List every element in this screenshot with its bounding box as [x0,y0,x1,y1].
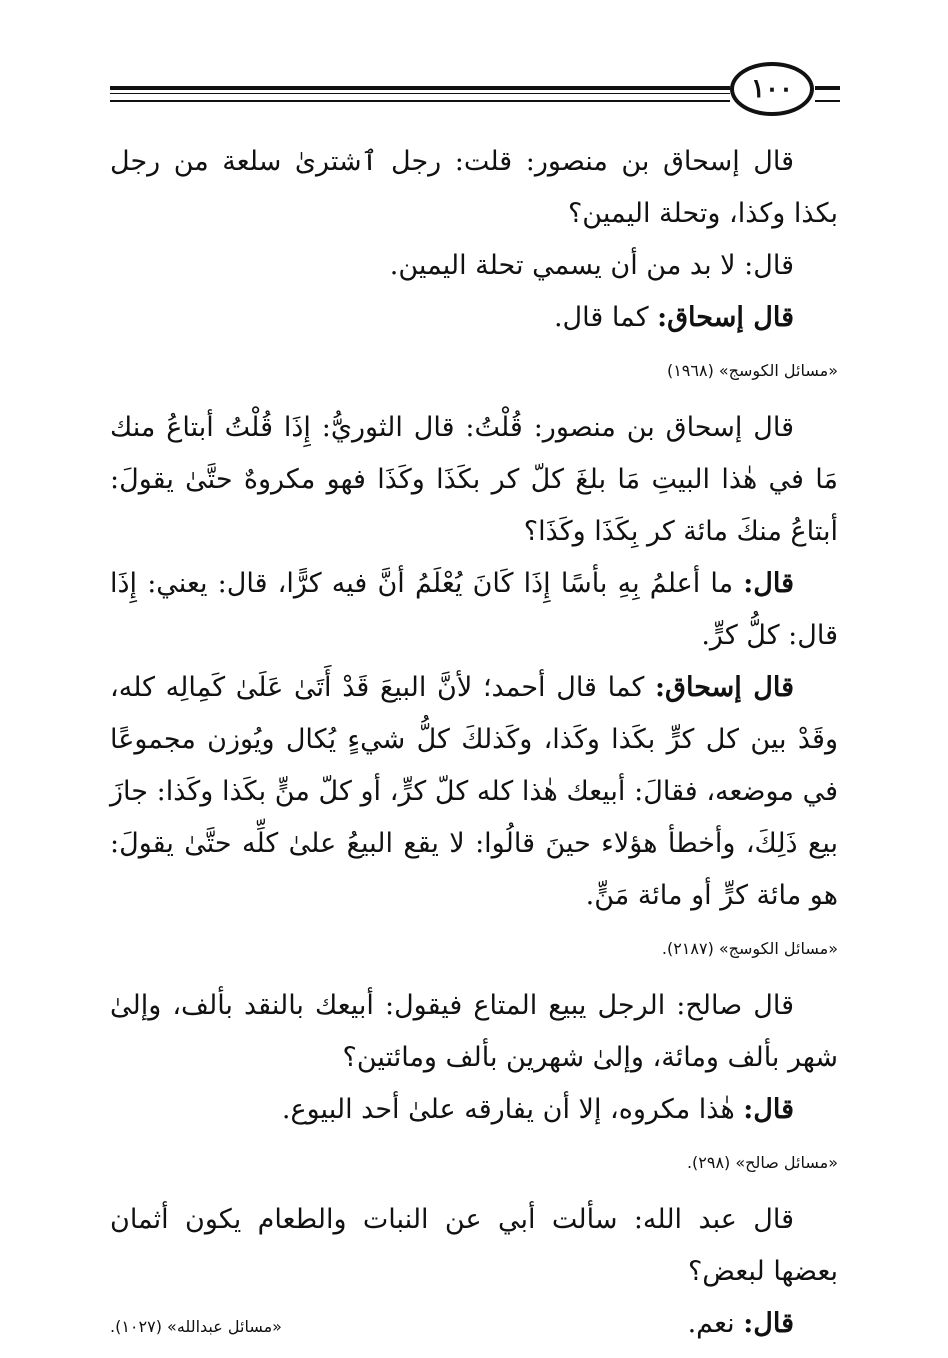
paragraph [110,662,838,922]
speaker-label: قال إسحاق: [657,302,794,333]
paragraph-text: قال: لا بد من أن يسمي تحلة اليمين. [389,250,794,281]
paragraph [110,1084,838,1136]
paragraph-text: كما قال. [553,302,658,333]
paragraph-text: قال عبد الله: سألت أبي عن النبات والطعام يكون أثمان بعضها لبعض؟ [110,1204,838,1287]
paragraph [110,292,838,344]
page-content [110,136,838,1350]
header-rule-inner [110,93,730,94]
speaker-label: قال: [743,1094,794,1125]
paragraph-text: قال إسحاق بن منصور: قُلْتُ: قال الثوريُّ: إِذَا قُلْتُ أبتاعُ منك مَا في هٰذا البيتِ مَا بلغَ كلّ كر بكَذَا وكَذَا فهو مكروهٌ حتَّىٰ يقولَ: أبتاعُ منكَ مائة كر بِكَذَا وكَذَا؟ [110,412,838,547]
speaker-label: قال: [743,1308,794,1339]
header-rule-left [110,86,730,102]
paragraph [110,136,838,240]
paragraph-text: قال صالح: الرجل يبيع المتاع فيقول: أبيعك بالنقد بألف، وإلىٰ شهر بألف ومائة، وإلىٰ شهرين بألف ومائتين؟ [110,990,838,1073]
paragraph [110,558,838,662]
speaker-label: قال إسحاق: [655,672,794,703]
source-citation: «مسائل الكوسج» (٢١٨٧). [661,939,838,958]
paragraph-text: نعم. [687,1308,744,1339]
source-citation: «مسائل عبدالله» (١٠٢٧). [110,1317,282,1336]
paragraph-text: هٰذا مكروه، إلا أن يفارقه علىٰ أحد البيوع. [281,1094,744,1125]
paragraph-text: ما أعلمُ بِهِ بأسًا إِذَا كَانَ يُعْلَمُ أنَّ فيه كرًّا، قال: يعني: إِذَا قال: كلُّ كرٍّ. [110,568,838,651]
paragraph-text: كما قال أحمد؛ لأنَّ البيعَ قَدْ أَتَىٰ عَلَىٰ كَمِالِه كله، وقَدْ بين كل كرٍّ بكَذا وكَذا، وكَذلكَ كلُّ شيءٍ يُكال ويُوزن مجموعًا في موضعه، فقالَ: أبيعك هٰذا كله كلّ كرٍّ، أو كلّ منٍّ بكَذا وكَذا: جازَ بيع ذَلِكَ، وأخطأ هؤلاء حينَ قالُوا: لا يقع البيعُ علىٰ كلِّه حتَّىٰ يقولَ: هو مائة كرٍّ أو مائة مَنٍّ. [110,672,838,911]
final-answer-row [110,1298,838,1350]
paragraph [110,980,838,1084]
source-citation: «مسائل صالح» (٢٩٨). [686,1153,838,1172]
paragraph [110,1194,838,1298]
page-header [110,62,840,122]
speaker-label: قال: [743,568,794,599]
paragraph [110,240,838,292]
source-citation: «مسائل الكوسج» (١٩٦٨) [666,361,838,380]
paragraph [110,402,838,558]
page-number: ١٠٠ [730,62,814,116]
header-rule-right [815,86,840,102]
paragraph-text: قال إسحاق بن منصور: قلت: رجل ٱشترىٰ سلعة من رجل بكذا وكذا، وتحلة اليمين؟ [110,146,838,229]
paragraph [688,1298,838,1350]
